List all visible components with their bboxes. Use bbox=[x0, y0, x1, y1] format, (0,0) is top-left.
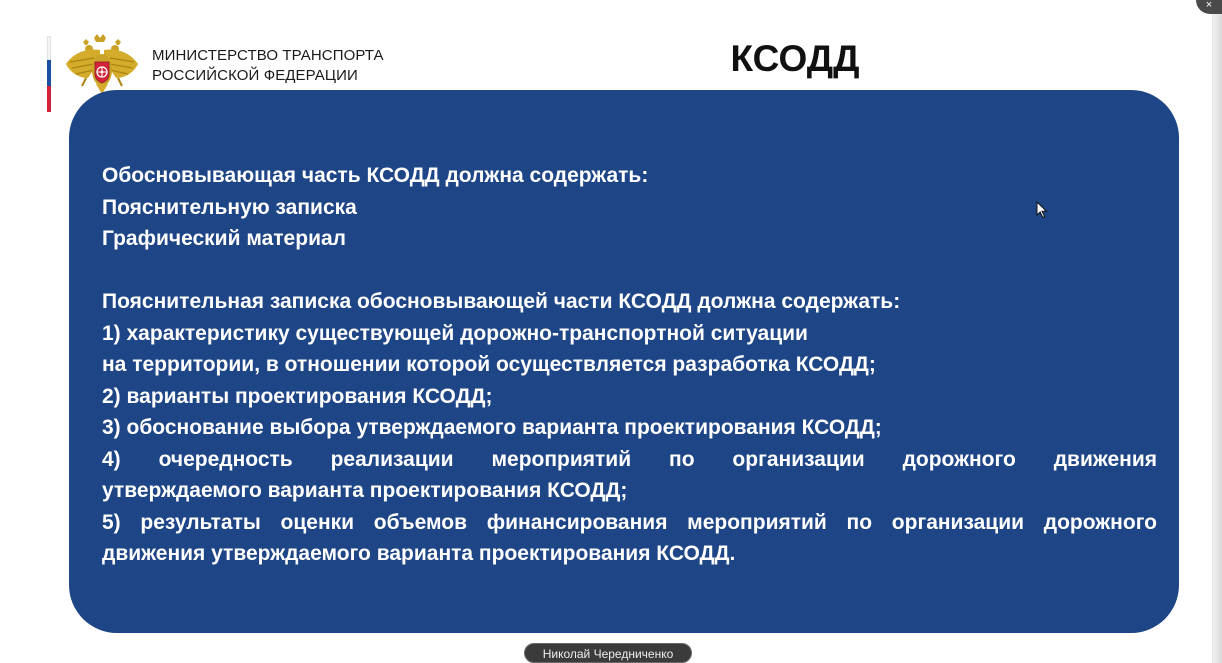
slide-title: КСОДД bbox=[730, 38, 860, 79]
list-item: Графический материал bbox=[102, 227, 346, 250]
list-item-continuation: утверждаемого варианта проектирования КСОДД; bbox=[102, 479, 628, 502]
list-item-continuation: движения утверждаемого варианта проектирования КСОДД. bbox=[102, 542, 736, 565]
ministry-name bbox=[152, 46, 384, 86]
list-item: Пояснительную записка bbox=[102, 195, 357, 219]
section-heading: Пояснительная записка обосновывающей части КСОДД должна содержать: bbox=[102, 290, 901, 313]
list-item: 5) результаты оценки объемов финансирования мероприятий по организации дорожного bbox=[102, 510, 1157, 534]
speaker-name-badge: Николай Чередниченко bbox=[524, 643, 692, 663]
list-item: 2) варианты проектирования КСОДД; bbox=[102, 384, 493, 408]
list-item-continuation: на территории, в отношении которой осуществляется разработка КСОДД; bbox=[102, 353, 876, 376]
mouse-pointer-icon bbox=[1036, 201, 1048, 219]
ministry-name-line-2: РОССИЙСКОЙ ФЕДЕРАЦИИ bbox=[152, 67, 358, 84]
list-item: 3) обоснование выбора утверждаемого варианта проектирования КСОДД; bbox=[102, 416, 882, 439]
russian-flag-stripe bbox=[47, 36, 51, 112]
section-heading: Обосновывающая часть КСОДД должна содержать: bbox=[102, 164, 649, 187]
coat-of-arms-icon bbox=[64, 32, 140, 98]
list-item: 1) характеристику существующей дорожно-транспортной ситуации bbox=[102, 321, 808, 345]
window-edge-scrollbar[interactable] bbox=[1212, 0, 1222, 663]
ministry-name-line-1: МИНИСТЕРСТВО ТРАНСПОРТА bbox=[152, 47, 384, 64]
spacer bbox=[102, 255, 1157, 287]
content-panel bbox=[69, 90, 1179, 633]
corner-close-icon[interactable]: × bbox=[1196, 0, 1222, 14]
list-item: 4) очередность реализации мероприятий по организации дорожного движения bbox=[102, 447, 1157, 471]
